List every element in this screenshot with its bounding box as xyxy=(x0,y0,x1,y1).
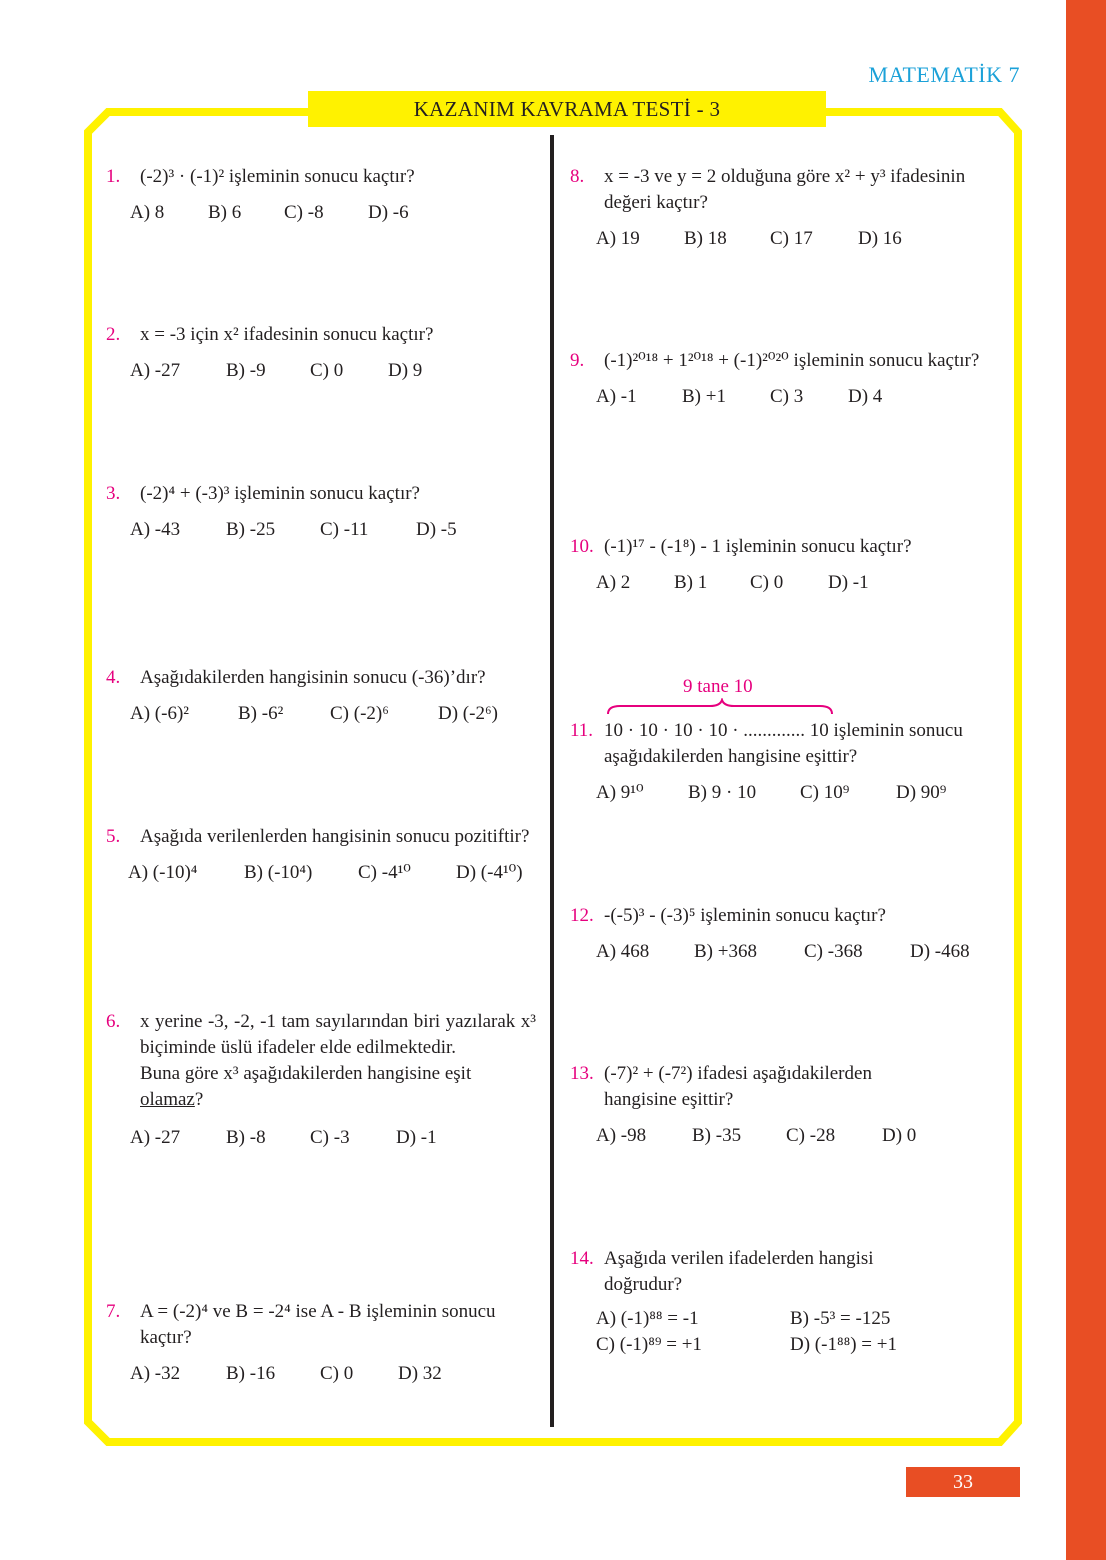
page-number: 33 xyxy=(906,1467,1020,1497)
option-b[interactable]: B) (-10⁴) xyxy=(244,862,313,883)
question-stem: (-2)⁴ + (-3)³ işleminin sonucu kaçtır? xyxy=(140,483,420,504)
option-a[interactable]: A) -43 xyxy=(130,519,181,540)
option-c[interactable]: C) 0 xyxy=(750,572,784,593)
question-number: 14. xyxy=(570,1248,594,1269)
option-c[interactable]: C) 17 xyxy=(770,228,813,249)
question-11 xyxy=(570,718,1002,806)
option-c[interactable]: C) -368 xyxy=(804,941,863,962)
answer-options xyxy=(570,384,1002,410)
option-b[interactable]: B) -8 xyxy=(226,1127,266,1148)
question-stem: Aşağıdakilerden hangisinin sonucu (-36)’dır? xyxy=(140,667,486,688)
option-c[interactable]: C) 0 xyxy=(310,360,344,381)
column-divider xyxy=(550,135,554,1427)
question-12 xyxy=(570,903,1002,965)
option-a[interactable]: A) (-10)⁴ xyxy=(128,862,198,883)
emphasis-olamaz: olamaz xyxy=(140,1089,195,1110)
question-stem: -(-5)³ - (-3)⁵ işleminin sonucu kaçtır? xyxy=(604,905,886,926)
answer-options xyxy=(570,570,1002,596)
answer-options xyxy=(570,780,1002,806)
question-6 xyxy=(106,1009,536,1151)
option-b[interactable]: B) +368 xyxy=(694,941,757,962)
question-number: 9. xyxy=(570,350,585,371)
option-d[interactable]: D) 9 xyxy=(388,360,423,381)
question-number: 4. xyxy=(106,667,121,688)
question-number: 7. xyxy=(106,1301,121,1322)
option-a[interactable]: A) 9¹⁰ xyxy=(596,782,644,803)
question-number: 1. xyxy=(106,166,121,187)
question-13 xyxy=(570,1061,1002,1149)
option-c[interactable]: C) -28 xyxy=(786,1125,836,1146)
question-5 xyxy=(106,824,536,886)
option-c[interactable]: C) -8 xyxy=(284,202,324,223)
question-1 xyxy=(106,164,536,226)
answer-options xyxy=(106,517,536,543)
option-b[interactable]: B) -25 xyxy=(226,519,276,540)
option-b[interactable]: B) 18 xyxy=(684,228,727,249)
question-8 xyxy=(570,164,1002,252)
option-c[interactable]: C) 10⁹ xyxy=(800,782,850,803)
option-b[interactable]: B) +1 xyxy=(682,386,726,407)
question-9 xyxy=(570,348,1002,410)
option-c[interactable]: C) -11 xyxy=(320,519,369,540)
question-stem: x = -3 ve y = 2 olduğuna göre x² + y³ ifadesinin değeri kaçtır? xyxy=(604,166,966,213)
question-3 xyxy=(106,481,536,543)
answer-options xyxy=(106,358,536,384)
option-b[interactable]: B) -5³ = -125 xyxy=(790,1308,891,1329)
option-d[interactable]: D) (-4¹⁰) xyxy=(456,862,523,883)
option-d[interactable]: D) -1 xyxy=(396,1127,437,1148)
option-a[interactable]: A) (-1)⁸⁸ = -1 xyxy=(596,1308,699,1329)
question-10 xyxy=(570,534,1002,596)
option-d[interactable]: D) -468 xyxy=(910,941,970,962)
question-stem: (-7)² + (-7²) ifadesi aşağıdakilerden hangisine eşittir? xyxy=(604,1063,872,1110)
option-d[interactable]: D) (-1⁸⁸) = +1 xyxy=(790,1334,897,1355)
question-stem: 10 · 10 · 10 · 10 · ............. 10 işleminin sonucu aşağıdakilerden hangisine eşittir? xyxy=(604,720,963,767)
option-b[interactable]: B) 1 xyxy=(674,572,708,593)
option-a[interactable]: A) 2 xyxy=(596,572,631,593)
question-stem: Aşağıda verilenlerden hangisinin sonucu pozitiftir? xyxy=(140,826,530,847)
option-d[interactable]: D) 90⁹ xyxy=(896,782,947,803)
question-stem-part: Buna göre x³ aşağıdakilerden hangisine eşit xyxy=(140,1063,472,1084)
option-d[interactable]: D) 0 xyxy=(882,1125,917,1146)
option-c[interactable]: C) -4¹⁰ xyxy=(358,862,411,883)
question-number: 2. xyxy=(106,324,121,345)
option-a[interactable]: A) -32 xyxy=(130,1363,181,1384)
question-stem-line2 xyxy=(140,1061,536,1113)
option-d[interactable]: D) 32 xyxy=(398,1363,442,1384)
question-stem: A = (-2)⁴ ve B = -2⁴ ise A - B işleminin sonucu kaçtır? xyxy=(140,1301,496,1348)
question-4 xyxy=(106,665,536,727)
answer-options xyxy=(106,1125,536,1151)
question-7 xyxy=(106,1299,536,1387)
question-stem: x = -3 için x² ifadesinin sonucu kaçtır? xyxy=(140,324,434,345)
question-number: 8. xyxy=(570,166,585,187)
option-c[interactable]: C) 3 xyxy=(770,386,804,407)
option-a[interactable]: A) (-6)² xyxy=(130,703,189,724)
option-d[interactable]: D) -1 xyxy=(828,572,869,593)
brace-icon xyxy=(606,698,834,716)
option-b[interactable]: B) 9 · 10 xyxy=(688,782,757,803)
answer-options xyxy=(570,1123,1002,1149)
answer-options xyxy=(570,939,1002,965)
option-c[interactable]: C) 0 xyxy=(320,1363,354,1384)
question-stem: (-1)¹⁷ - (-1⁸) - 1 işleminin sonucu kaçtır? xyxy=(604,536,912,557)
option-d[interactable]: D) (-2⁶) xyxy=(438,703,498,724)
option-a[interactable]: A) 468 xyxy=(596,941,650,962)
question-number: 13. xyxy=(570,1063,594,1084)
option-b[interactable]: B) -9 xyxy=(226,360,266,381)
question-number: 10. xyxy=(570,536,594,557)
question-number: 11. xyxy=(570,720,594,741)
question-number: 12. xyxy=(570,905,594,926)
answer-options xyxy=(570,1306,1002,1358)
answer-options xyxy=(106,701,536,727)
option-c[interactable]: C) (-2)⁶ xyxy=(330,703,389,724)
brace-label: 9 tane 10 xyxy=(683,676,753,697)
option-c[interactable]: C) -3 xyxy=(310,1127,350,1148)
question-2 xyxy=(106,322,536,384)
question-number: 5. xyxy=(106,826,121,847)
question-stem: (-2)³ · (-1)² işleminin sonucu kaçtır? xyxy=(140,166,415,187)
question-stem: (-1)²⁰¹⁸ + 1²⁰¹⁸ + (-1)²⁰²⁰ işleminin sonucu kaçtır? xyxy=(604,350,980,371)
option-a[interactable]: A) -27 xyxy=(130,360,181,381)
option-c[interactable]: C) (-1)⁸⁹ = +1 xyxy=(596,1334,702,1355)
option-d[interactable]: D) 4 xyxy=(848,386,883,407)
option-a[interactable]: A) -27 xyxy=(130,1127,181,1148)
question-stem: x yerine -3, -2, -1 tam sayılarından biri yazılarak x³ biçiminde üslü ifadeler elde edilmektedir. xyxy=(140,1011,536,1058)
option-d[interactable]: D) -6 xyxy=(368,202,409,223)
test-title: KAZANIM KAVRAMA TESTİ - 3 xyxy=(308,91,826,127)
option-a[interactable]: A) -98 xyxy=(596,1125,647,1146)
question-number: 6. xyxy=(106,1011,121,1032)
option-b[interactable]: B) -16 xyxy=(226,1363,276,1384)
subject-header: MATEMATİK 7 xyxy=(868,62,1020,87)
option-b[interactable]: B) 6 xyxy=(208,202,242,223)
question-14 xyxy=(570,1246,1002,1358)
answer-options xyxy=(106,200,536,226)
option-a[interactable]: A) 8 xyxy=(130,202,165,223)
answer-options xyxy=(106,860,536,886)
option-a[interactable]: A) 19 xyxy=(596,228,640,249)
option-d[interactable]: D) -5 xyxy=(416,519,457,540)
option-a[interactable]: A) -1 xyxy=(596,386,637,407)
question-number: 3. xyxy=(106,483,121,504)
option-b[interactable]: B) -35 xyxy=(692,1125,742,1146)
option-d[interactable]: D) 16 xyxy=(858,228,902,249)
answer-options xyxy=(106,1361,536,1387)
option-b[interactable]: B) -6² xyxy=(238,703,284,724)
answer-options xyxy=(570,226,1002,252)
question-stem: Aşağıda verilen ifadelerden hangisi doğrudur? xyxy=(604,1248,874,1295)
question-mark: ? xyxy=(194,1089,204,1110)
